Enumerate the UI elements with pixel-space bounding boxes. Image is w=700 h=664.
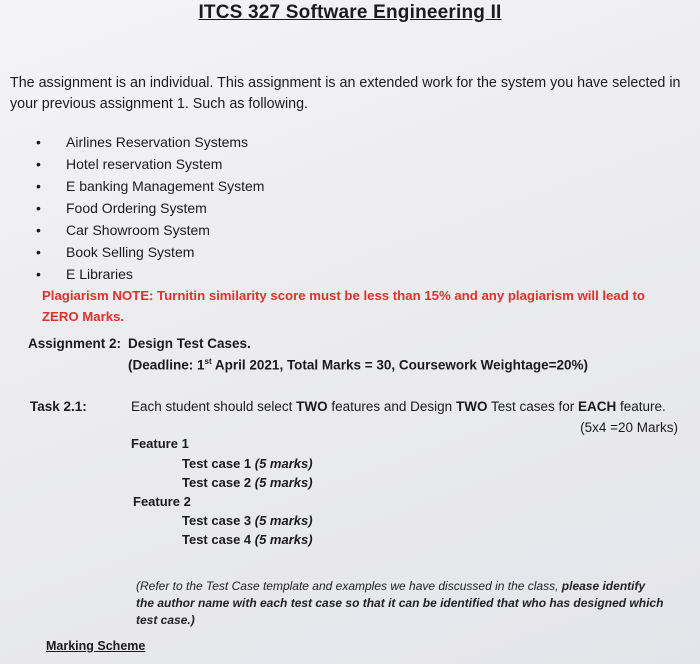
bullet-icon: • <box>36 134 41 150</box>
test-case-item: Test case 4 (5 marks) <box>182 532 313 547</box>
document-title: ITCS 327 Software Engineering II <box>198 2 502 23</box>
list-item: • Hotel reservation System <box>36 153 264 175</box>
bullet-icon: • <box>36 178 41 194</box>
bullet-icon: • <box>36 244 41 260</box>
systems-list <box>36 131 264 285</box>
bullet-icon: • <box>36 266 41 282</box>
refer-note: (Refer to the Test Case template and examples we have discussed in the class, please identify the author name with each test case so that it can be identified that who has designed which test case.) <box>136 579 664 627</box>
assignment-label: Assignment 2: <box>28 336 122 351</box>
list-item: • Airlines Reservation Systems <box>36 131 264 153</box>
bullet-icon: • <box>36 222 41 238</box>
bullet-icon: • <box>36 156 41 172</box>
list-item: • E banking Management System <box>36 175 264 197</box>
assignment-deadline: (Deadline: 1st April 2021, Total Marks = 30, Coursework Weightage=20%) <box>128 357 589 373</box>
task-marks: (5x4 =20 Marks) <box>580 420 678 435</box>
list-item: • Car Showroom System <box>36 219 264 241</box>
task-description: Each student should select TWO features and Design TWO Test cases for EACH feature. <box>131 399 666 414</box>
test-case-item: Test case 2 (5 marks) <box>182 475 313 490</box>
list-item: • Book Selling System <box>36 241 264 263</box>
assignment-title: Design Test Cases. <box>128 336 251 351</box>
bullet-icon: • <box>36 200 41 216</box>
list-item: • Food Ordering System <box>36 197 264 219</box>
task-label: Task 2.1: <box>30 399 87 414</box>
test-case-item: Test case 3 (5 marks) <box>182 513 313 528</box>
list-item: • E Libraries <box>36 263 264 285</box>
feature-heading: Feature 1 <box>131 436 189 451</box>
marking-scheme-heading: Marking Scheme <box>46 639 146 653</box>
feature-heading: Feature 2 <box>133 494 191 509</box>
intro-paragraph: The assignment is an individual. This assignment is an extended work for the system you have selected in your previous assignment 1. Such as following. <box>10 75 681 112</box>
plagiarism-note: Plagiarism NOTE: Turnitin similarity score must be less than 15% and any plagiarism will lead to ZERO Marks. <box>42 288 645 324</box>
test-case-item: Test case 1 (5 marks) <box>182 456 313 471</box>
